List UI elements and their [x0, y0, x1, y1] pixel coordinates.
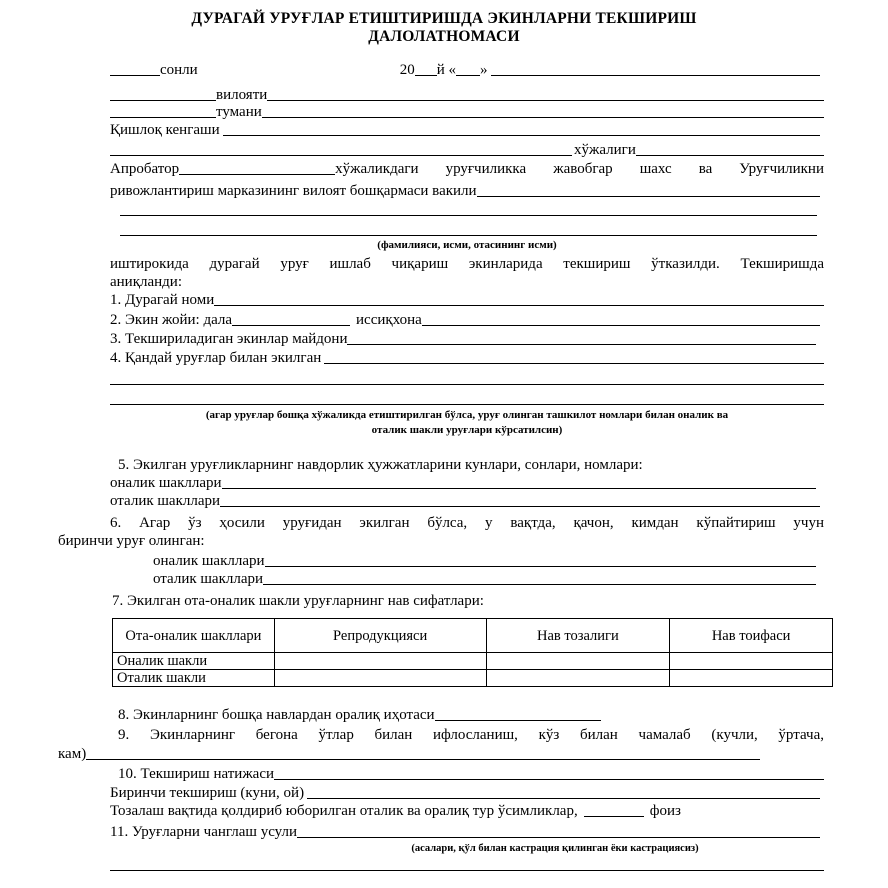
year-mid: й « — [436, 62, 456, 78]
representative-blank-1[interactable] — [120, 215, 817, 216]
farm-label: хўжалиги — [574, 142, 636, 158]
center-row — [110, 182, 820, 200]
region-blank[interactable] — [267, 86, 824, 101]
father-forms-blank[interactable] — [220, 492, 820, 507]
center-label: ривожлантириш марказининг вилоят бошқармаси вакили — [110, 183, 477, 199]
seeds-blank-2[interactable] — [110, 384, 824, 385]
item-6-father-row — [153, 570, 816, 588]
field-location-label: 2. Экин жойи: дала — [110, 312, 233, 328]
area-label: 3. Текшириладиган экинлар майдони — [110, 331, 348, 347]
table-cell-form: Оталик шакли — [113, 670, 275, 687]
village-council-label: Қишлоқ кенгаши — [110, 122, 220, 138]
castration-caption: (асалари, қўл билан кастрация қилинган ёки кастрациясиз) — [411, 843, 699, 854]
region-label: вилояти — [216, 87, 268, 103]
item-5-father-row — [110, 492, 820, 510]
item-7-row — [112, 592, 818, 610]
hybrid-name-label: 1. Дурагай номи — [110, 292, 215, 308]
region-row — [110, 86, 824, 104]
participation-line-1: иштирокида дурагай уруғ ишлаб чиқариш экинларида текшириш ўтказилди. Текширишда — [110, 256, 824, 272]
table-header-row — [113, 619, 833, 653]
fio-caption: (фамилияси, исми, отасининг исми) — [377, 239, 557, 251]
pollination-label: 11. Уруғларни чанглаш усули — [110, 824, 298, 840]
farm-blank-left[interactable] — [110, 141, 572, 156]
item-10-row — [118, 765, 824, 783]
item-6-father-blank[interactable] — [263, 570, 816, 585]
item-6-line-2: биринчи уруғ олинган: — [58, 533, 205, 549]
hybrid-name-blank[interactable] — [214, 291, 824, 306]
cleaning-percent-blank[interactable] — [584, 802, 644, 817]
item-4-row — [110, 349, 824, 367]
table-header-reproduction: Репродукцияси — [274, 619, 486, 653]
result-label: 10. Текшириш натижаси — [118, 766, 275, 782]
seeds-note-2: оталик шакли уруғлари кўрсатилсин) — [371, 424, 563, 436]
pollination-blank[interactable] — [297, 823, 820, 838]
year-prefix: 20 — [399, 62, 415, 78]
result-blank[interactable] — [274, 765, 824, 780]
number-date-row — [110, 61, 820, 79]
field-blank[interactable] — [232, 311, 350, 326]
weeds-blank[interactable] — [86, 745, 760, 760]
table-cell-form: Оналик шакли — [113, 653, 275, 670]
seeds-blank[interactable] — [324, 349, 824, 364]
item-9-line-1: 9. Экинларнинг бегона ўтлар билан ифлосланиш, кўз билан чамалаб (кучли, ўртача, — [118, 727, 824, 743]
item-6-mother-blank[interactable] — [265, 552, 816, 567]
table-cell-purity[interactable] — [486, 670, 670, 687]
table-cell-category[interactable] — [670, 670, 833, 687]
item-5-mother-row — [110, 474, 816, 492]
table-cell-reproduction[interactable] — [274, 670, 486, 687]
area-blank[interactable] — [347, 330, 816, 345]
table-row — [113, 653, 833, 670]
table-cell-purity[interactable] — [486, 653, 670, 670]
mother-forms-blank[interactable] — [222, 474, 816, 489]
item-6-mother-label: оналик шакллари — [153, 553, 265, 569]
item-3-row — [110, 330, 816, 348]
village-council-row — [110, 121, 820, 139]
day-blank[interactable] — [456, 61, 480, 76]
first-check-row — [110, 784, 820, 802]
district-blank-left[interactable] — [110, 103, 216, 118]
isolation-blank[interactable] — [435, 706, 601, 721]
document-title-line-2: ДАЛОЛАТНОМАСИ — [368, 28, 520, 45]
number-label: сонли — [160, 62, 198, 78]
farm-row — [110, 141, 824, 159]
table-header-purity: Нав тозалиги — [486, 619, 670, 653]
table-cell-reproduction[interactable] — [274, 653, 486, 670]
item-1-row — [110, 291, 824, 309]
seeds-blank-3[interactable] — [110, 404, 824, 405]
number-blank[interactable] — [110, 61, 160, 76]
seeds-label: 4. Қандай уруғлар билан экилган — [110, 350, 322, 366]
table-header-forms: Ота-оналик шакллари — [113, 619, 275, 653]
aprobator-blank[interactable] — [179, 160, 335, 175]
farm-blank[interactable] — [636, 141, 824, 156]
item-6-mother-row — [153, 552, 816, 570]
mother-forms-label: оналик шакллари — [110, 475, 222, 491]
aprobator-label: Апробатор — [110, 161, 180, 177]
item-5-row — [118, 456, 824, 474]
aprobator-row — [110, 160, 824, 178]
item-9-line-2 — [58, 745, 760, 763]
center-blank[interactable] — [477, 182, 820, 197]
seeds-note-1: (агар уруғлар бошқа хўжаликда етиштирилган бўлса, уруғ олинган ташкилот номлари билан оналик ва — [205, 409, 729, 421]
date-blank[interactable] — [491, 61, 820, 76]
varietal-qualities-table — [112, 618, 833, 687]
year-blank[interactable] — [415, 61, 437, 76]
table-cell-category[interactable] — [670, 653, 833, 670]
cleaning-unit: фоиз — [649, 803, 681, 819]
cleaning-row — [110, 802, 824, 820]
item-2-row — [110, 311, 820, 329]
item-11-row — [110, 823, 820, 841]
father-forms-label: оталик шакллари — [110, 493, 221, 509]
year-close: » — [479, 62, 488, 78]
village-council-blank[interactable] — [223, 121, 820, 136]
table-row — [113, 670, 833, 687]
region-blank-left[interactable] — [110, 86, 216, 101]
pollination-blank-2[interactable] — [110, 870, 824, 871]
first-check-label: Биринчи текшириш (куни, ой) — [110, 785, 305, 801]
isolation-label: 8. Экинларнинг бошқа навлардан оралиқ иҳотаси — [118, 707, 435, 723]
cleaning-label: Тозалаш вақтида қолдириб юборилган оталик ва оралиқ тур ўсимликлар, — [110, 803, 578, 819]
representative-blank-2[interactable] — [120, 235, 817, 236]
document-title-line-1: ДУРАГАЙ УРУҒЛАР ЕТИШТИРИШДА ЭКИНЛАРНИ ТЕКШИРИШ — [191, 10, 697, 27]
district-label: тумани — [216, 104, 262, 120]
district-row — [110, 103, 824, 121]
item-6-line-1: 6. Агар ўз ҳосили уруғидан экилган бўлса, у вақтда, қачон, кимдан кўпайтириш учун — [110, 515, 824, 531]
first-check-blank[interactable] — [307, 784, 820, 799]
table-header-category: Нав тоифаси — [670, 619, 833, 653]
aprobator-text: хўжаликдаги уруғчиликка жавобгар шахс ва Уруғчиликни — [335, 161, 824, 177]
participation-line-2: аниқланди: — [110, 274, 182, 290]
greenhouse-blank[interactable] — [422, 311, 820, 326]
item-8-row — [118, 706, 678, 724]
varietal-qualities-label: 7. Экилган ота-оналик шакли уруғларнинг нав сифатлари: — [112, 593, 484, 609]
documents-label: 5. Экилган уруғликларнинг навдорлик ҳужжатларини кунлари, сонлари, номлари: — [118, 457, 643, 473]
item-6-father-label: оталик шакллари — [153, 571, 264, 587]
item-9-small-label: кам) — [58, 746, 87, 762]
greenhouse-label: иссиқхона — [356, 312, 422, 328]
district-blank[interactable] — [262, 103, 824, 118]
